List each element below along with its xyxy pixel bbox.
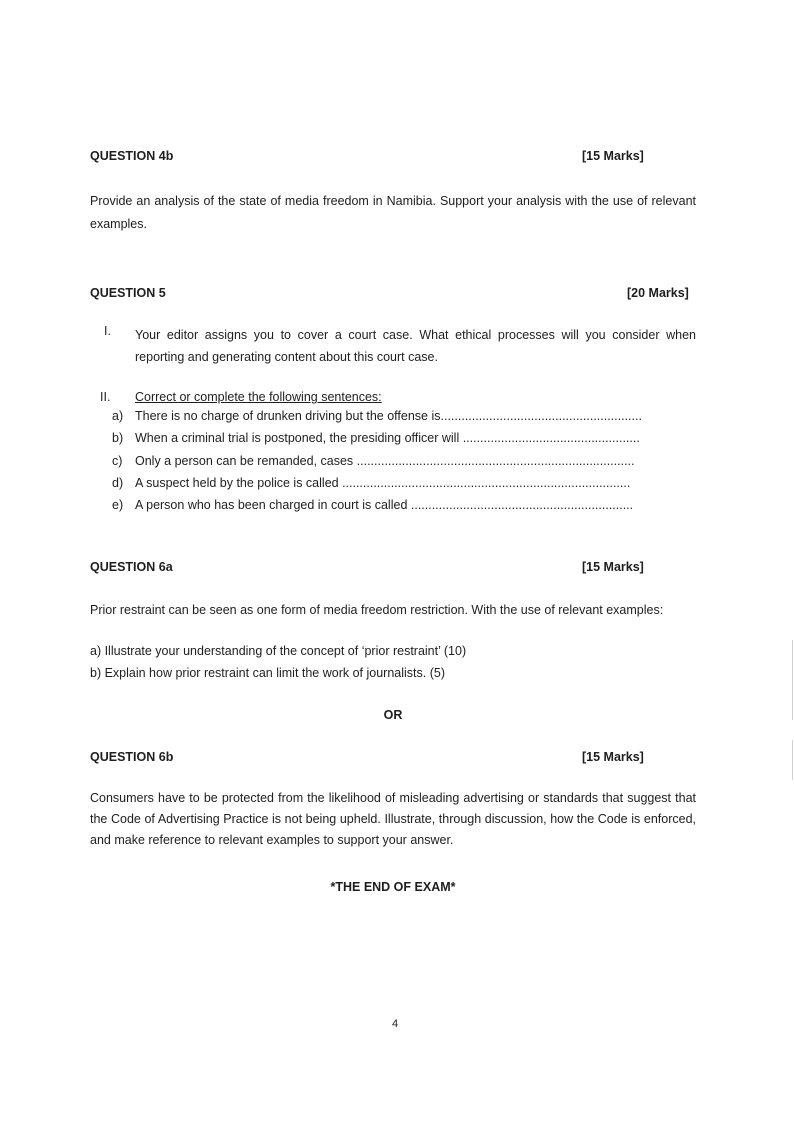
question-5-part-2-numeral: II. <box>100 390 111 404</box>
question-6b-text: Consumers have to be protected from the likelihood of misleading advertising or standards that suggest that the Code of Advertising Practice is not being upheld. Illustrate, through discussion, how the Code is enforced, and make reference to relevant examples to support your answer. <box>90 791 696 847</box>
question-6a-marks: [15 Marks] <box>582 560 644 574</box>
question-4b-title: QUESTION 4b <box>90 149 174 163</box>
question-5-item-c-text: Only a person can be remanded, cases ................................................................................ <box>135 454 635 468</box>
question-5-item-e-text: A person who has been charged in court is called ................................................................ <box>135 498 634 512</box>
question-5-item-b-letter: b) <box>112 431 124 445</box>
question-5-item-d-text: A suspect held by the police is called ................................................................................... <box>135 476 631 490</box>
scan-mark <box>792 740 793 780</box>
question-5-part-1-numeral: I. <box>104 324 111 338</box>
question-6a-intro: Prior restraint can be seen as one form of media freedom restriction. With the use of relevant examples: <box>90 603 664 617</box>
question-5-item-e-letter: e) <box>112 498 124 512</box>
question-6a-title: QUESTION 6a <box>90 560 173 574</box>
question-5-item-d-letter: d) <box>112 476 124 490</box>
scan-mark <box>792 640 793 720</box>
question-5-item-b-text: When a criminal trial is postponed, the presiding officer will ................................................... <box>135 431 640 445</box>
question-5-title: QUESTION 5 <box>90 286 166 300</box>
page-number: 4 <box>391 1018 399 1030</box>
question-6a-line-a: a) Illustrate your understanding of the concept of ‘prior restraint’ (10) <box>90 644 467 658</box>
question-6a-line-b: b) Explain how prior restraint can limit the work of journalists. (5) <box>90 666 445 680</box>
or-label: OR <box>383 708 403 722</box>
question-5-item-a-text: There is no charge of drunken driving but the offense is.......................................................... <box>135 409 642 423</box>
question-5-marks: [20 Marks] <box>627 286 689 300</box>
question-5-part-2-heading: Correct or complete the following sentences: <box>135 390 382 404</box>
question-5-part-1-text: Your editor assigns you to cover a court case. What ethical processes will you consider when reporting and generating content about this court case. <box>135 328 696 364</box>
question-6b-title: QUESTION 6b <box>90 750 174 764</box>
question-4b-text: Provide an analysis of the state of media freedom in Namibia. Support your analysis with the use of relevant examples. <box>90 194 696 231</box>
question-6b-marks: [15 Marks] <box>582 750 644 764</box>
question-4b-marks: [15 Marks] <box>582 149 644 163</box>
question-5-item-a-letter: a) <box>112 409 124 423</box>
end-of-exam-label: *THE END OF EXAM* <box>330 880 456 894</box>
question-5-item-c-letter: c) <box>112 454 123 468</box>
